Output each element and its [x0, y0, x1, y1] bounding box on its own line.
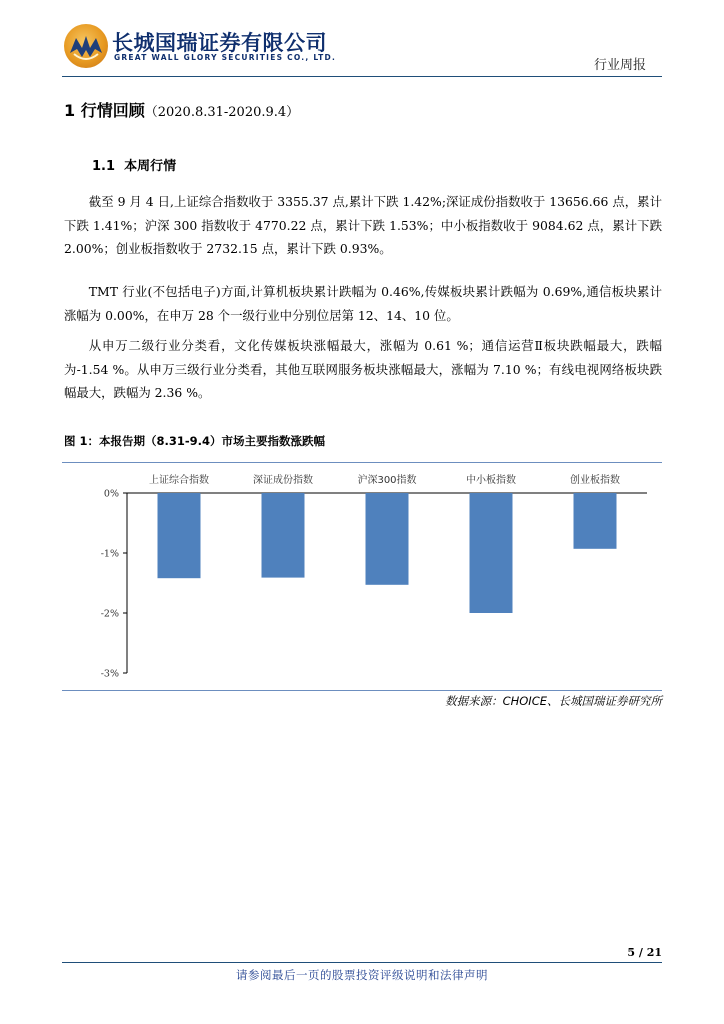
header-divider — [62, 76, 662, 77]
company-name-en: GREAT WALL GLORY SECURITIES CO., LTD. — [114, 53, 337, 62]
figure-bottom-rule — [62, 690, 662, 691]
report-type-label: 行业周报 — [594, 58, 647, 73]
bar-4 — [470, 493, 513, 613]
category-label: 沪深300指数 — [357, 475, 417, 486]
index-change-bar-chart — [62, 463, 662, 689]
subsection-number: 1.1 — [92, 159, 116, 174]
page-number: 5 / 21 — [627, 946, 662, 959]
bar-3 — [366, 493, 409, 585]
category-label: 中小板指数 — [466, 475, 516, 486]
bar-1 — [158, 493, 201, 578]
y-tick-label: 0% — [103, 488, 119, 500]
bar-5 — [574, 493, 617, 549]
paragraph-sub-industry: 从申万二级行业分类看，文化传媒板块涨幅最大，涨幅为 0.61 %；通信运营Ⅱ板块跌幅最大，跌幅为-1.54 %。从申万三级行业分类看，其他互联网服务板块涨幅最大，涨幅为 7.10 %；有线电视网络板块跌幅最大，跌幅为 2.36 %。 — [64, 338, 662, 400]
footer-disclaimer: 请参阅最后一页的股票投资评级说明和法律声明 — [236, 968, 488, 982]
company-name-cn: 长城国瑞证券有限公司 — [112, 31, 327, 55]
category-label: 深证成份指数 — [253, 475, 313, 486]
section-heading — [64, 98, 299, 121]
figure-caption: 图 1：本报告期（8.31-9.4）市场主要指数涨跌幅 — [64, 434, 326, 448]
paragraph-index-performance: 截至 9 月 4 日,上证综合指数收于 3355.37 点,累计下跌 1.42%;深证成份指数收于 13656.66 点，累计下跌 1.41%；沪深 300 指数收于 4770.22 点，累计下跌 1.53%；中小板指数收于 9084.62 点，累计下跌 2.00%；创业板指数收于 2732.15 点，累计下跌 0.93%。 — [64, 194, 663, 256]
y-tick-label: -3% — [100, 668, 119, 680]
subsection-heading — [92, 155, 176, 174]
subsection-title: 本周行情 — [124, 159, 177, 174]
section-title: 行情回顾 — [80, 101, 145, 120]
section-number: 1 — [64, 101, 76, 120]
paragraph-tmt-sector: TMT 行业(不包括电子)方面,计算机板块累计跌幅为 0.46%,传媒板块累计跌幅为 0.69%,通信板块累计涨幅为 0.00%，在申万 28 个一级行业中分别位居第 12、14、10 位。 — [64, 284, 662, 323]
y-tick-label: -1% — [100, 548, 119, 560]
category-label: 上证综合指数 — [149, 475, 209, 486]
figure-source: 数据来源：CHOICE、长城国瑞证券研究所 — [445, 694, 662, 708]
section-date-range: （2020.8.31-2020.9.4） — [144, 105, 300, 120]
y-tick-label: -2% — [100, 608, 119, 620]
footer-divider — [62, 962, 662, 963]
category-label: 创业板指数 — [570, 475, 620, 486]
bar-2 — [262, 493, 305, 578]
company-logo — [64, 24, 108, 68]
logo-emblem-icon — [64, 24, 108, 68]
